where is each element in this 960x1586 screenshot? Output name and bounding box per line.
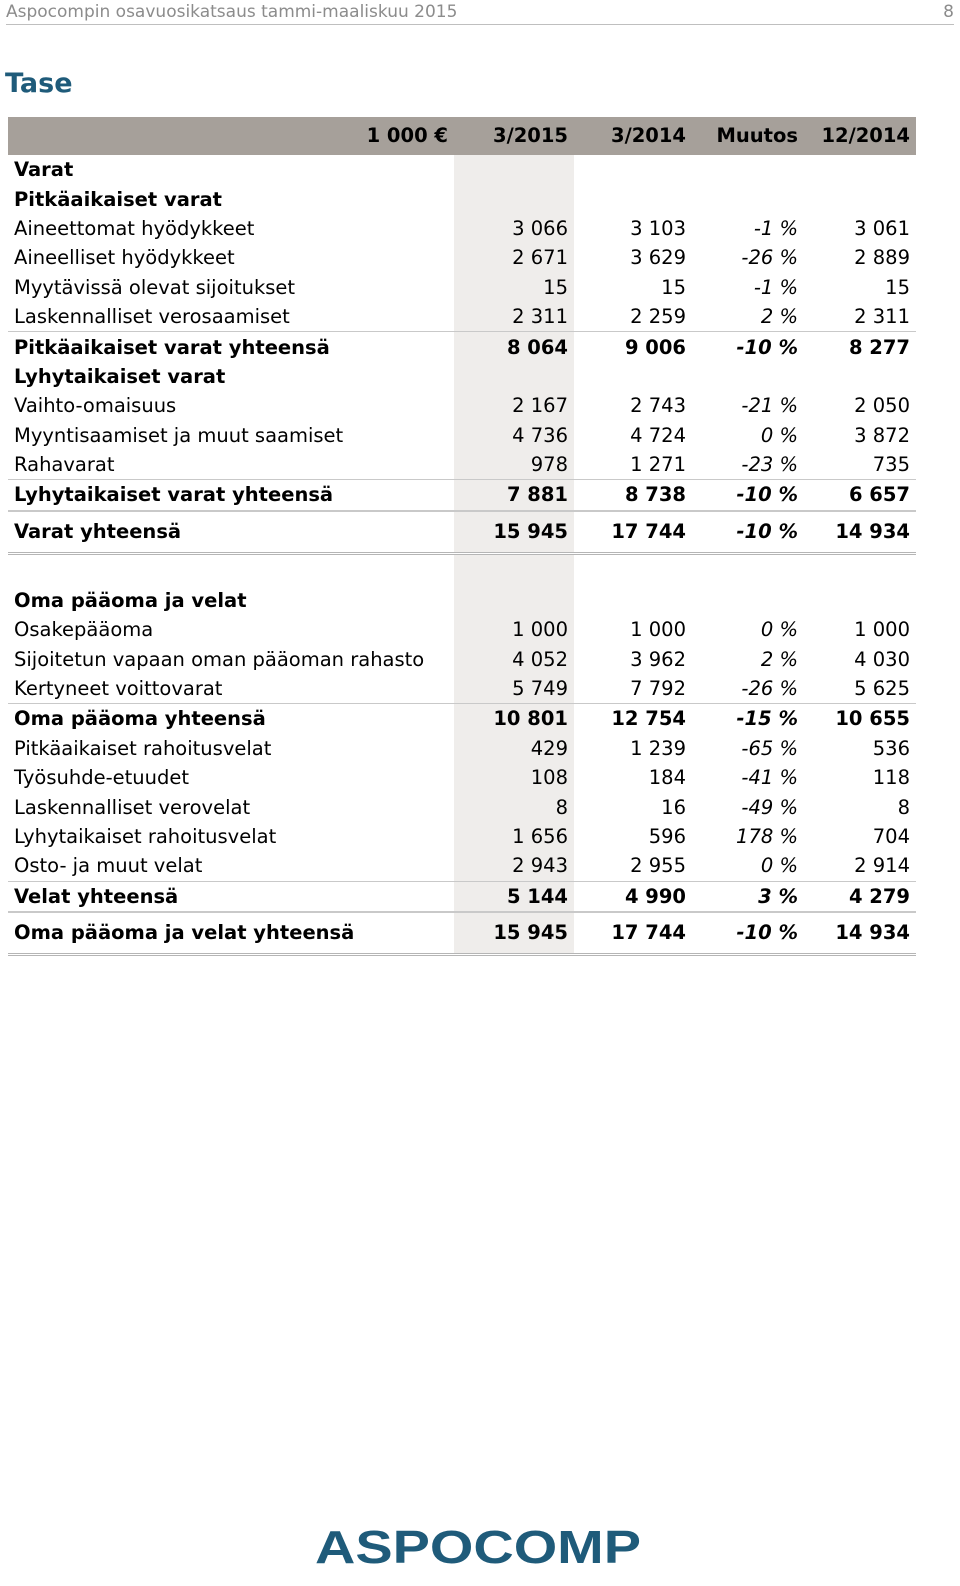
row-label: Velat yhteensä: [8, 881, 454, 912]
value-3-2015: 1 656: [454, 822, 574, 851]
row-label: Lyhytaikaiset varat: [14, 364, 226, 388]
row-label: Kertyneet voittovarat: [14, 677, 223, 701]
value-3-2015: 15 945: [454, 511, 574, 554]
value-3-2015: 978: [454, 450, 574, 480]
value-12-2014: 10 655: [804, 704, 916, 734]
value-12-2014: [804, 362, 916, 391]
value-3-2015: [454, 155, 574, 184]
value-3-2014: 1 271: [630, 453, 686, 477]
value-3-2015: 15: [454, 273, 574, 302]
value-change: -23 %: [741, 453, 798, 477]
table-row: [8, 302, 916, 332]
value-3-2014: 17 744: [574, 511, 692, 554]
value-3-2014: 12 754: [574, 704, 692, 734]
row-label: Varat yhteensä: [8, 511, 454, 554]
value-12-2014: [804, 553, 916, 586]
value-12-2014: [804, 586, 916, 615]
value-12-2014: 8: [897, 795, 910, 819]
value-3-2015: [454, 184, 574, 213]
column-header-unit: 1 000 €: [8, 117, 454, 155]
value-3-2015: [454, 553, 574, 586]
value-3-2015: [454, 586, 574, 615]
row-label: Laskennalliset verosaamiset: [14, 305, 290, 329]
value-3-2015: 5 749: [454, 674, 574, 704]
value-3-2015: 108: [454, 763, 574, 792]
value-change: -49 %: [741, 795, 798, 819]
value-change: 3 %: [692, 881, 804, 912]
value-12-2014: 4 030: [854, 647, 910, 671]
value-3-2015: 1 000: [454, 615, 574, 644]
value-3-2014: [574, 586, 692, 615]
value-3-2014: 17 744: [574, 912, 692, 955]
value-change: -21 %: [741, 394, 798, 418]
value-change: 2 %: [760, 305, 798, 329]
value-12-2014: 735: [872, 453, 910, 477]
value-3-2014: 4 724: [630, 423, 686, 447]
row-label: Myyntisaamiset ja muut saamiset: [14, 423, 344, 447]
value-change: -10 %: [692, 912, 804, 955]
document-title: Aspocompin osavuosikatsaus tammi-maaliskuu 2015: [6, 2, 458, 22]
value-12-2014: 536: [872, 736, 910, 760]
value-3-2015: 8 064: [454, 332, 574, 362]
value-3-2014: 16: [661, 795, 686, 819]
value-3-2014: 15: [661, 275, 686, 299]
table-row: [8, 243, 916, 272]
value-12-2014: 2 889: [854, 246, 910, 270]
section-heading-row: [8, 155, 916, 184]
value-change: 0 %: [760, 423, 798, 447]
row-label: Varat: [14, 158, 74, 182]
section-heading-row: [8, 362, 916, 391]
value-change: -10 %: [692, 480, 804, 511]
table-row: [8, 763, 916, 792]
row-label: Aineelliset hyödykkeet: [14, 246, 235, 270]
value-3-2014: 3 629: [630, 246, 686, 270]
subtotal-row: [8, 881, 916, 912]
table-row: [8, 674, 916, 704]
value-12-2014: 8 277: [804, 332, 916, 362]
table-row: [8, 421, 916, 450]
table-row: [8, 615, 916, 644]
value-3-2015: 2 167: [454, 391, 574, 420]
table-row: [8, 391, 916, 420]
value-3-2014: 1 000: [630, 618, 686, 642]
value-3-2015: 15 945: [454, 912, 574, 955]
value-change: -15 %: [692, 704, 804, 734]
value-3-2014: 2 259: [630, 305, 686, 329]
value-3-2015: 2 311: [454, 302, 574, 332]
value-change: 0 %: [760, 618, 798, 642]
value-12-2014: 5 625: [854, 677, 910, 701]
table-row: [8, 822, 916, 851]
row-label: Lyhytaikaiset rahoitusvelat: [14, 825, 277, 848]
value-change: 0 %: [760, 854, 798, 878]
value-3-2015: 4 736: [454, 421, 574, 450]
value-change: [692, 155, 804, 184]
value-3-2014: 9 006: [574, 332, 692, 362]
value-change: [692, 553, 804, 586]
value-3-2014: [574, 553, 692, 586]
row-label: Lyhytaikaiset varat yhteensä: [8, 480, 454, 511]
section-title: Tase: [5, 68, 73, 99]
value-3-2014: 1 239: [630, 736, 686, 760]
value-12-2014: 14 934: [804, 511, 916, 554]
value-12-2014: 704: [872, 825, 910, 848]
table-row: [8, 214, 916, 243]
column-header-12-2014: 12/2014: [804, 117, 916, 155]
column-header-3-2015: 3/2015: [454, 117, 574, 155]
table-row: [8, 450, 916, 480]
row-label: [8, 553, 454, 586]
value-3-2015: 5 144: [454, 881, 574, 912]
value-change: [692, 362, 804, 391]
section-heading-row: [8, 586, 916, 615]
value-3-2014: [574, 362, 692, 391]
value-3-2014: 2 955: [630, 854, 686, 878]
value-3-2014: [574, 184, 692, 213]
table-row: [8, 851, 916, 881]
value-12-2014: 14 934: [804, 912, 916, 955]
value-3-2015: 2 671: [454, 243, 574, 272]
total-row: [8, 912, 916, 955]
value-change: 178 %: [736, 825, 798, 848]
value-12-2014: 6 657: [804, 480, 916, 511]
value-change: [692, 184, 804, 213]
value-change: -1 %: [753, 216, 798, 240]
value-12-2014: 3 061: [854, 216, 910, 240]
balance-sheet-table-container: [8, 117, 916, 956]
value-change: 2 %: [760, 647, 798, 671]
value-12-2014: 2 914: [854, 854, 910, 878]
value-12-2014: [804, 155, 916, 184]
value-12-2014: [804, 184, 916, 213]
row-label: Sijoitetun vapaan oman pääoman rahasto: [14, 647, 425, 671]
value-3-2014: 3 962: [630, 647, 686, 671]
value-3-2014: 596: [648, 825, 686, 848]
total-row: [8, 511, 916, 554]
balance-sheet-table: [8, 117, 916, 956]
value-3-2014: 3 103: [630, 216, 686, 240]
value-3-2015: 2 943: [454, 851, 574, 881]
row-label: Oma pääoma ja velat: [14, 588, 247, 612]
table-row: [8, 792, 916, 821]
subtotal-row: [8, 332, 916, 362]
value-3-2015: 10 801: [454, 704, 574, 734]
row-label: Rahavarat: [14, 453, 115, 477]
aspocomp-logo: [313, 1523, 643, 1567]
value-3-2015: 4 052: [454, 644, 574, 673]
table-header-row: [8, 117, 916, 155]
page-header: [6, 0, 954, 25]
table-row: [8, 644, 916, 673]
row-label: Osto- ja muut velat: [14, 854, 203, 878]
value-3-2015: 7 881: [454, 480, 574, 511]
value-12-2014: 2 311: [854, 305, 910, 329]
value-3-2014: 4 990: [574, 881, 692, 912]
value-change: -65 %: [741, 736, 798, 760]
value-12-2014: 118: [872, 766, 910, 790]
row-label: Pitkäaikaiset varat yhteensä: [8, 332, 454, 362]
value-12-2014: 1 000: [854, 618, 910, 642]
row-label: Myytävissä olevat sijoitukset: [14, 275, 296, 299]
row-label: Vaihto-omaisuus: [14, 394, 177, 418]
value-change: -26 %: [741, 677, 798, 701]
row-label: Työsuhde-etuudet: [14, 766, 190, 790]
value-3-2015: 8: [454, 792, 574, 821]
value-3-2014: [574, 155, 692, 184]
value-3-2015: 429: [454, 734, 574, 763]
subtotal-row: [8, 704, 916, 734]
row-label: Pitkäaikaiset rahoitusvelat: [14, 736, 272, 760]
page-number: 8: [943, 2, 954, 22]
logo-wordmark: ASPOCOMP: [315, 1523, 641, 1567]
row-label: Oma pääoma yhteensä: [8, 704, 454, 734]
row-label: Osakepääoma: [14, 618, 154, 642]
value-12-2014: 15: [885, 275, 910, 299]
section-heading-row: [8, 184, 916, 213]
row-label: Laskennalliset verovelat: [14, 795, 251, 819]
value-change: -1 %: [753, 275, 798, 299]
table-body: [8, 155, 916, 954]
value-3-2014: 2 743: [630, 394, 686, 418]
spacer-row: [8, 553, 916, 586]
row-label: Pitkäaikaiset varat: [14, 187, 222, 211]
subtotal-row: [8, 480, 916, 511]
value-3-2014: 184: [648, 766, 686, 790]
value-3-2015: [454, 362, 574, 391]
table-row: [8, 734, 916, 763]
value-change: -41 %: [741, 766, 798, 790]
table-row: [8, 273, 916, 302]
value-change: -10 %: [692, 511, 804, 554]
value-change: -26 %: [741, 246, 798, 270]
value-3-2014: 7 792: [630, 677, 686, 701]
column-header-3-2014: 3/2014: [574, 117, 692, 155]
value-12-2014: 3 872: [854, 423, 910, 447]
value-change: -10 %: [692, 332, 804, 362]
value-change: [692, 586, 804, 615]
row-label: Aineettomat hyödykkeet: [14, 216, 255, 240]
value-12-2014: 2 050: [854, 394, 910, 418]
value-12-2014: 4 279: [804, 881, 916, 912]
row-label: Oma pääoma ja velat yhteensä: [8, 912, 454, 955]
column-header-change: Muutos: [692, 117, 804, 155]
value-3-2015: 3 066: [454, 214, 574, 243]
value-3-2014: 8 738: [574, 480, 692, 511]
